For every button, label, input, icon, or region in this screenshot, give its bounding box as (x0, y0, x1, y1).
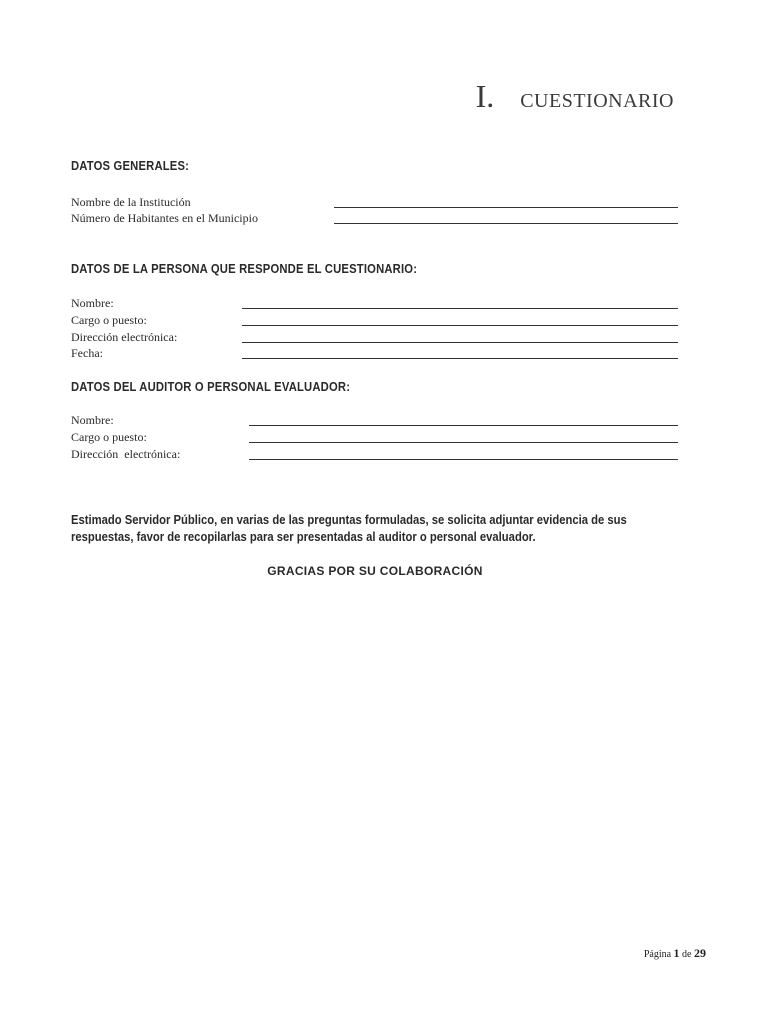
document-title (476, 78, 674, 115)
section-heading-respondent: DATOS DE LA PERSONA QUE RESPONDE EL CUESTIONARIO: (71, 262, 418, 276)
field-input-line[interactable] (242, 325, 678, 326)
field-label: Cargo o puesto: (71, 313, 147, 327)
field-respondent-name[interactable] (71, 296, 678, 312)
field-institution-name[interactable] (71, 195, 678, 211)
field-population[interactable] (71, 211, 678, 227)
field-auditor-name[interactable] (71, 413, 678, 429)
field-label: Cargo o puesto: (71, 430, 147, 444)
field-input-line[interactable] (334, 223, 678, 224)
page-number-footer (644, 946, 706, 961)
field-input-line[interactable] (334, 207, 678, 208)
field-label: Nombre: (71, 413, 114, 427)
of-word: de (682, 949, 692, 960)
field-label: Dirección electrónica: (71, 447, 181, 461)
field-label: Fecha: (71, 346, 103, 360)
field-label: Nombre: (71, 296, 114, 310)
field-input-line[interactable] (242, 342, 678, 343)
field-label: Nombre de la Institución (71, 195, 191, 209)
page-word: Página (643, 949, 672, 960)
field-input-line[interactable] (249, 459, 678, 460)
field-label: Número de Habitantes en el Municipio (71, 211, 258, 225)
field-auditor-position[interactable] (71, 430, 678, 446)
title-text: CUESTIONARIO (520, 90, 674, 112)
field-respondent-date[interactable] (71, 346, 678, 362)
field-input-line[interactable] (242, 358, 678, 359)
section-heading-auditor: DATOS DEL AUDITOR O PERSONAL EVALUADOR: (71, 380, 351, 394)
total-pages: 29 (694, 946, 706, 960)
field-input-line[interactable] (249, 425, 678, 426)
field-input-line[interactable] (242, 308, 678, 309)
field-respondent-email[interactable] (71, 330, 678, 346)
field-respondent-position[interactable] (71, 313, 678, 329)
field-label: Dirección electrónica: (71, 330, 178, 344)
section-heading-general: DATOS GENERALES: (71, 159, 190, 173)
title-numeral: I. (475, 78, 495, 114)
notice-paragraph: Estimado Servidor Público, en varias de las preguntas formuladas, se solicita adjuntar evidencia de sus respuestas, favor de recopilarlas para ser presentadas al auditor o personal evaluador. (71, 513, 627, 544)
field-input-line[interactable] (249, 442, 678, 443)
thanks-message: GRACIAS POR SU COLABORACIÓN (267, 564, 483, 578)
current-page: 1 (673, 946, 680, 960)
field-auditor-email[interactable] (71, 447, 678, 463)
